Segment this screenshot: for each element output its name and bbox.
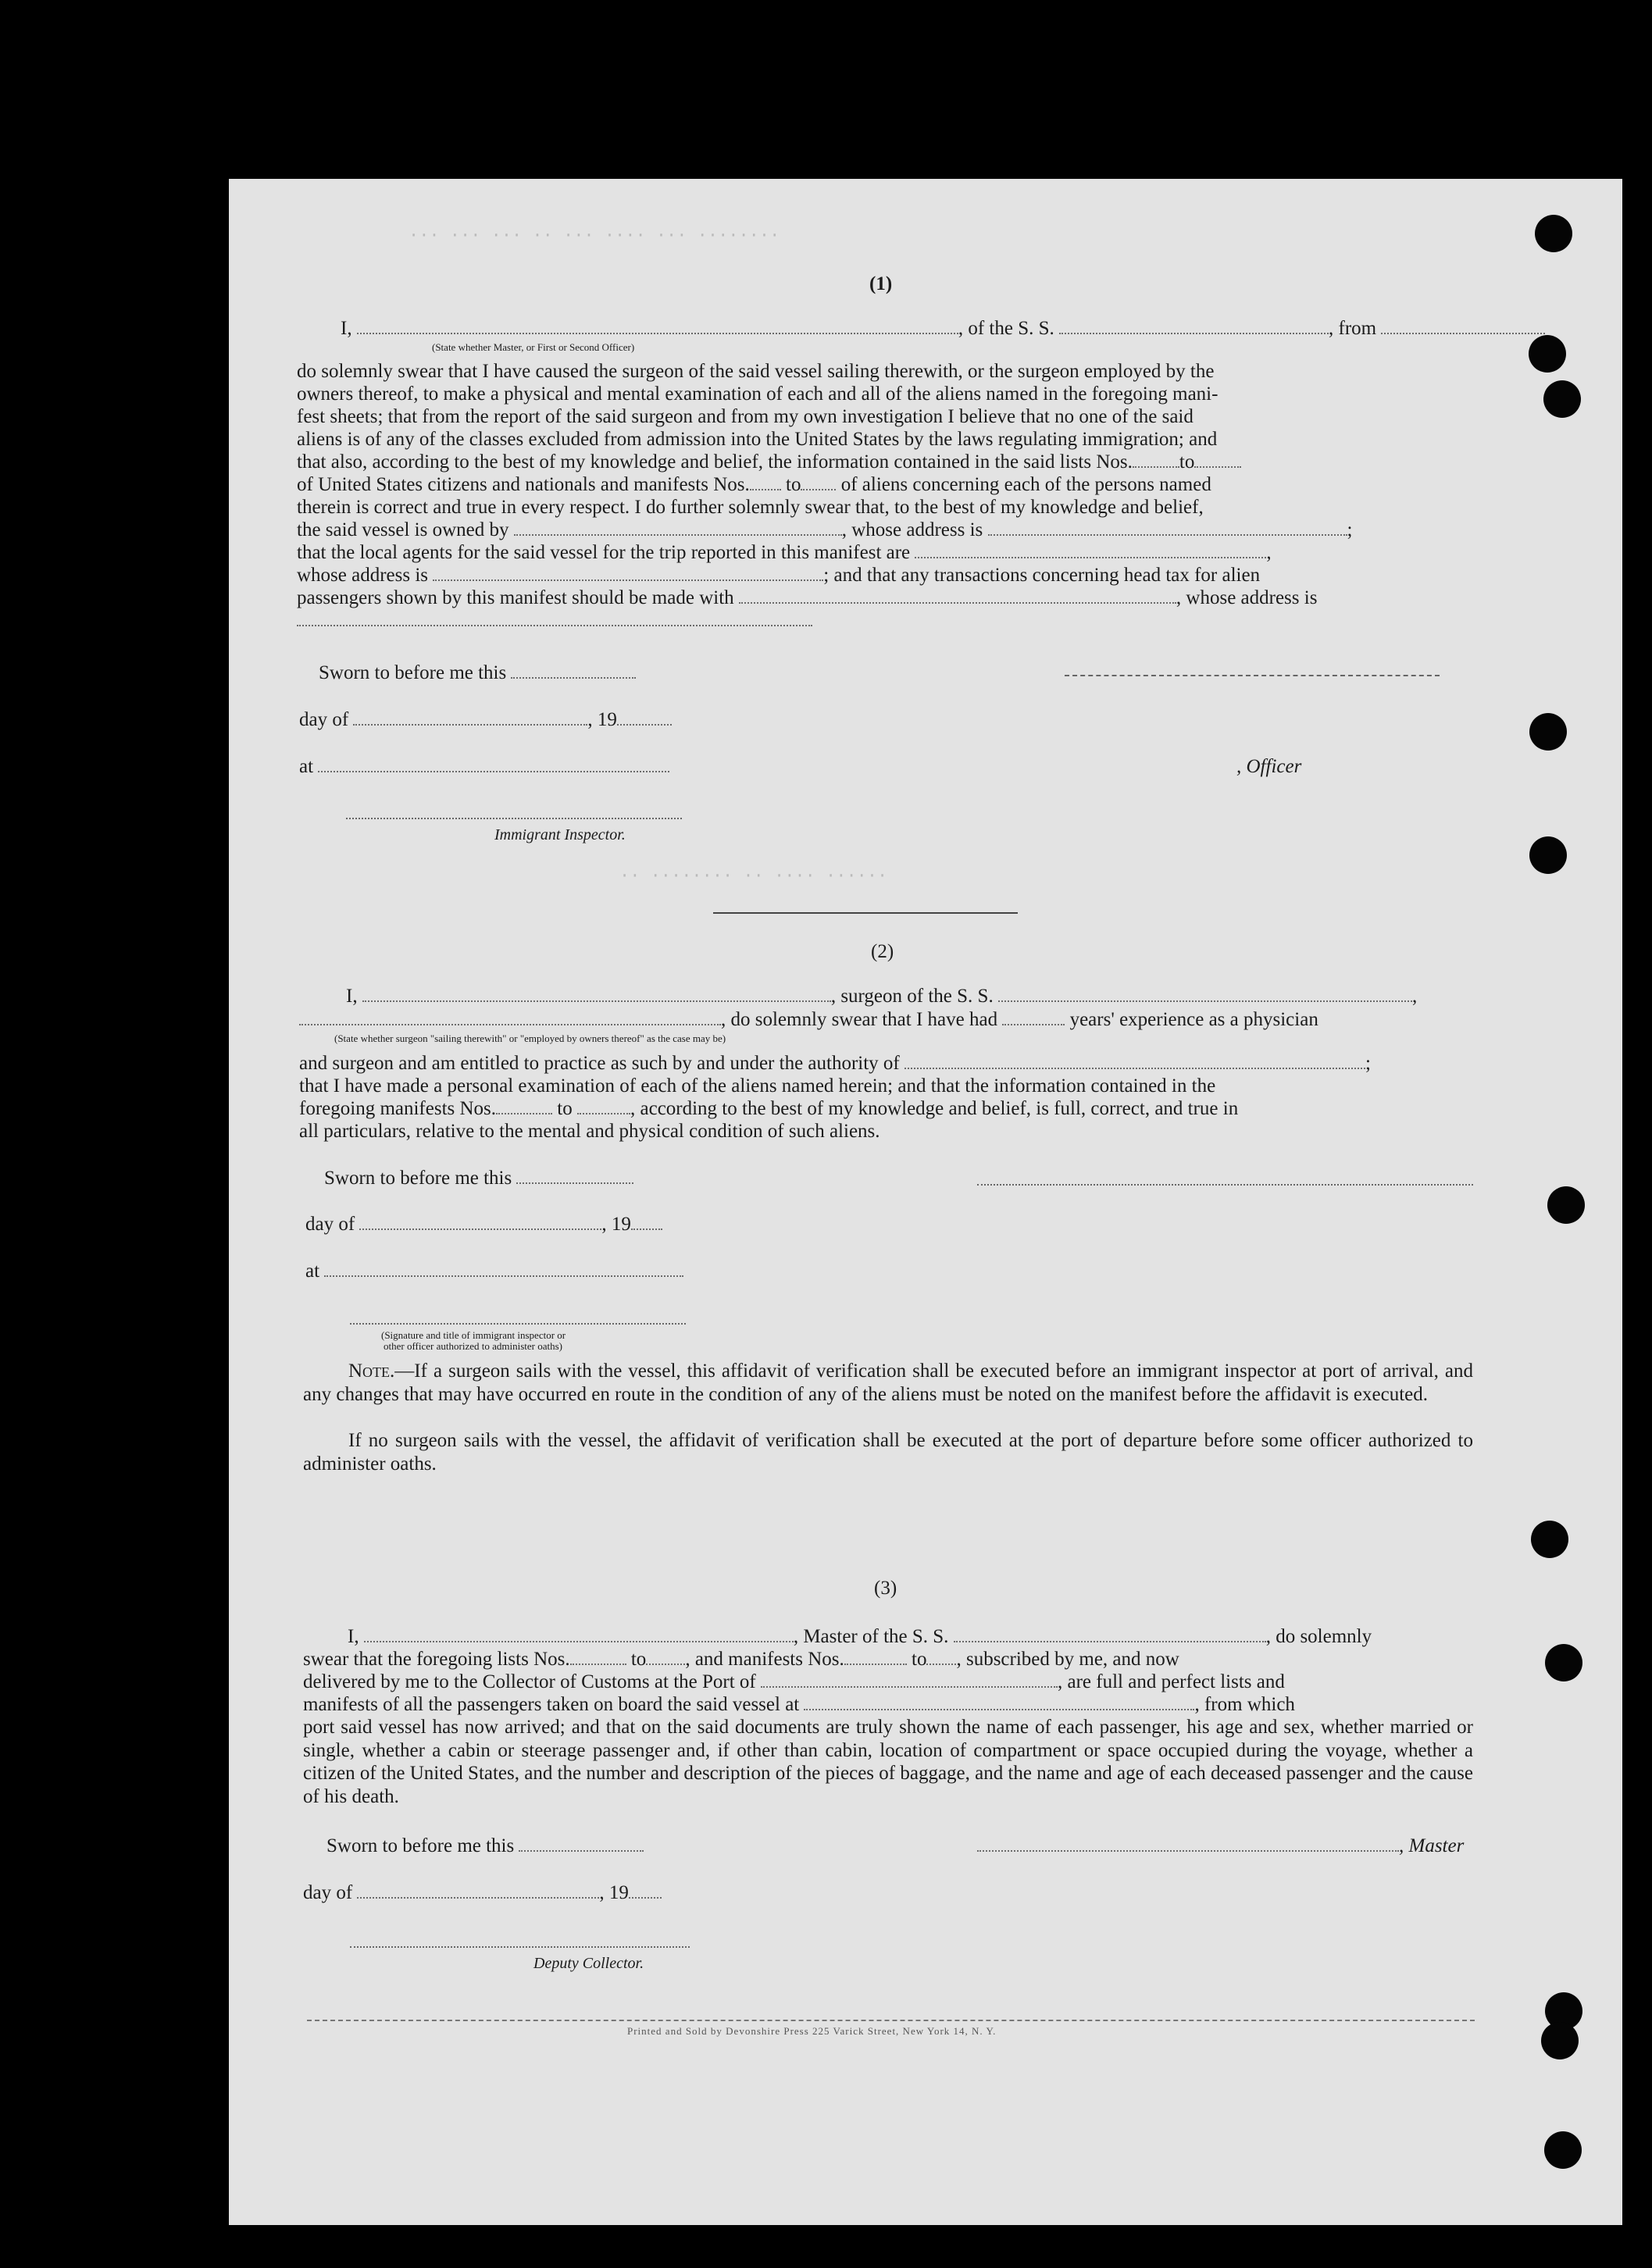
surgeon-note-paragraph: Note.—If a surgeon sails with the vessel, this affidavit of verification shall be executed before an immigrant inspector at port of arrival, and any changes that may have occurred en route in the condition of any of the aliens must be noted on the manifest before the affidavit is executed.	[303, 1360, 1473, 1405]
section-2-signature-line	[977, 1184, 1473, 1186]
section-2-day-of: day of , 19	[305, 1213, 662, 1236]
deputy-signature-line	[350, 1946, 690, 1948]
sig-note-2: other officer authorized to administer oaths)	[384, 1340, 562, 1352]
section-3-sworn: Sworn to before me this	[326, 1835, 644, 1857]
section-3-heading: (3)	[874, 1578, 897, 1599]
section-1-day-of: day of , 19	[299, 708, 672, 731]
section-1-line-1: I, , of the S. S. , from	[341, 317, 1545, 340]
section-3-line-1: I, , Master of the S. S. , do solemnly	[348, 1626, 1372, 1647]
surgeon-note: (State whether surgeon "sailing therewith" or "employed by owners thereof" as the case may be)	[334, 1032, 726, 1044]
section-2-inspector-line	[350, 1323, 686, 1325]
section-3-line-3: delivered by me to the Collector of Customs at the Port of , are full and perfect lists and	[303, 1671, 1285, 1692]
punch-hole	[1535, 215, 1572, 252]
punch-hole	[1529, 836, 1567, 874]
punch-hole	[1529, 713, 1567, 751]
punch-hole	[1547, 1186, 1585, 1224]
punch-hole	[1541, 2022, 1579, 2059]
no-surgeon-paragraph: If no surgeon sails with the vessel, the affidavit of verification shall be executed at the port of departure before some officer authorized to administer oaths.	[303, 1430, 1473, 1475]
section-2-body: and surgeon and am entitled to practice as such by and under the authority of ; that I have made a personal examination of each of the aliens named herein; and that the information contained in the foregoing manifests Nos. to , according to the best of my knowledge and belief, is full, correct, and true in all particulars, relative to the mental and physical condition of such aliens.	[299, 1053, 1371, 1142]
section-3-body: port said vessel has now arrived; and that on the said documents are truly shown the name of each passenger, his age and sex, whether married or single, whether a cabin or steerage passenger and, if other than cabin, location of compartment or space occupied during the voyage, whether a citizen of the United States, and the number and description of the pieces of baggage, and the name and age of each deceased passenger and the cause of his death.	[303, 1717, 1473, 1807]
officer-label: , Officer	[1236, 756, 1302, 777]
section-2-sworn: Sworn to before me this	[324, 1167, 633, 1189]
punch-hole	[1531, 1521, 1568, 1558]
section-1-body: do solemnly swear that I have caused the surgeon of the said vessel sailing therewith, or the surgeon employed by the owners thereof, to make a physical and mental examination of each and all of the aliens named in the foregoing mani- fest sheets; that from the report of the said surgeon and from my own investigation I believe that no one of the said aliens is of any of the classes excluded from admission into the United States by the laws regulating immigration; and that also, according to the best of my knowledge and belief, the information contained in the said lists Nos. to of United States citizens and nationals and manifests Nos. to of aliens concerning each of the persons named therein is correct and true in every respect. I do further solemnly swear that, to the best of my knowledge and belief, the said vessel is owned by , whose address is ; that the local agents for the said vessel for the trip reported in this manifest are , whose address is ; and that any transactions concerning head tax for alien passengers shown by this manifest should be made with , whose address is	[297, 360, 1472, 632]
section-1-sworn-rule	[1065, 675, 1440, 676]
section-1-at: at	[299, 755, 669, 778]
sig-note-1: (Signature and title of immigrant inspector or	[381, 1329, 566, 1341]
section-2-line-1: I, , surgeon of the S. S. ,	[346, 986, 1418, 1007]
bleed-through-text: ··· ··· ··· ·· ··· ···· ··· ········	[409, 226, 780, 245]
punch-hole	[1545, 1644, 1582, 1681]
section-1-stamp-line	[713, 912, 1018, 914]
bleed-through-text: ·· ········ ·· ···· ······	[619, 866, 888, 886]
officer-note: (State whether Master, or First or Second Officer)	[432, 341, 635, 353]
document-page	[229, 179, 1622, 2225]
punch-hole	[1544, 2131, 1582, 2169]
section-3-day-of: day of , 19	[303, 1881, 662, 1904]
section-3-line-4: manifests of all the passengers taken on board the said vessel at , from which	[303, 1694, 1295, 1715]
section-3-line-2: swear that the foregoing lists Nos. to , and manifests Nos. to , subscribed by me, and now	[303, 1649, 1179, 1670]
section-2-line-2: , do solemnly swear that I have had years' experience as a physician	[299, 1008, 1318, 1031]
master-signature: , Master	[977, 1835, 1464, 1857]
section-1-sworn: Sworn to before me this	[319, 662, 636, 684]
section-1-heading: (1)	[869, 273, 893, 294]
punch-hole	[1529, 335, 1566, 373]
punch-hole	[1543, 380, 1581, 418]
immigrant-inspector-label: Immigrant Inspector.	[494, 826, 626, 843]
printer-imprint: Printed and Sold by Devonshire Press 225 Varick Street, New York 14, N. Y.	[627, 2025, 997, 2037]
inspector-signature-line	[346, 818, 682, 819]
section-2-heading: (2)	[871, 941, 894, 962]
section-2-at: at	[305, 1260, 683, 1282]
deputy-collector-label: Deputy Collector.	[533, 1955, 644, 1972]
footer-rule	[307, 2020, 1475, 2021]
